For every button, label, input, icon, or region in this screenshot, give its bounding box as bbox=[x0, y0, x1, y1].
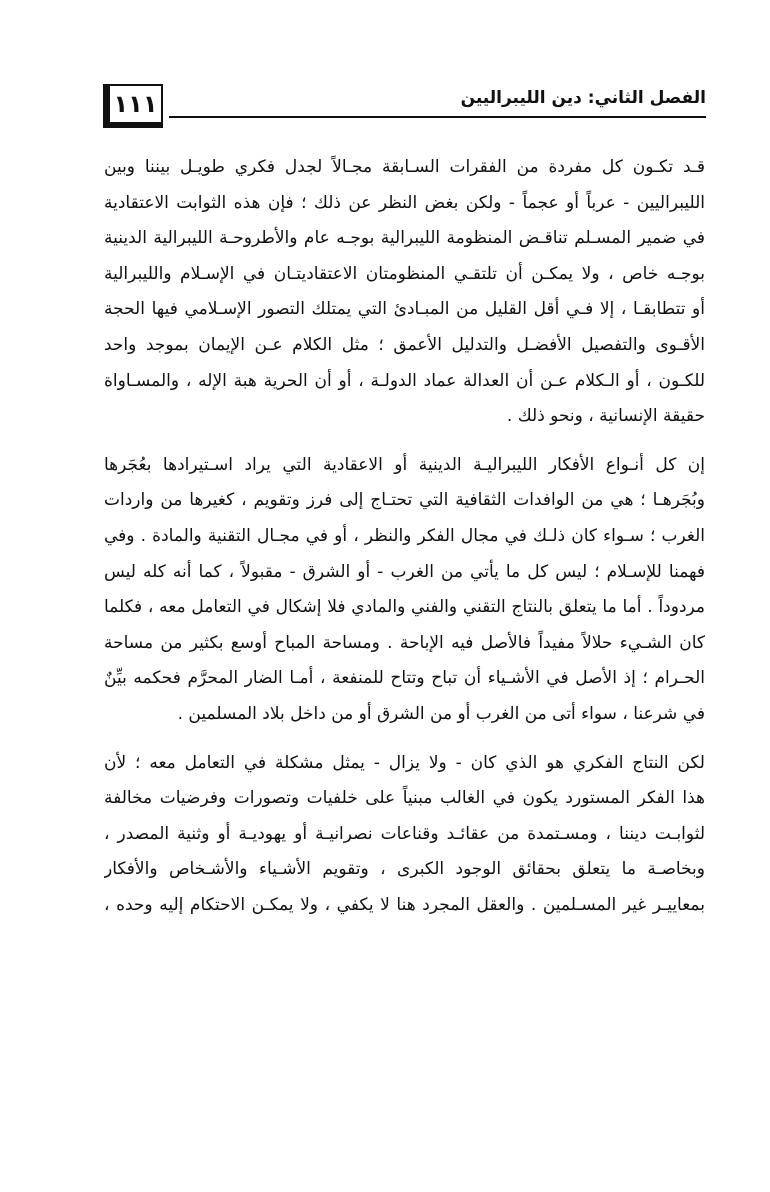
paragraph-2 bbox=[104, 448, 705, 733]
text-line: وبخاصـة ما يتعلق بحقائق الوجود الكبرى ، وتقويم الأشـياء والأشـخاص والأفكار bbox=[104, 859, 705, 880]
text-line: حقيقة الإنسانية ، ونحو ذلك . bbox=[506, 406, 705, 427]
paragraph-3 bbox=[104, 746, 705, 924]
text-line: الحـرام ؛ إذ الأصل في الأشـياء أن تباح وتتاح للمنفعة ، أمـا الضار المحرَّم فحكمه بيِّنٌ bbox=[104, 668, 705, 689]
text-line: وبُجَرهـا ؛ هي من الوافدات الثقافية التي تحتـاج إلى فرز وتقويم ، كغيرها من واردات bbox=[104, 490, 705, 511]
text-line: الليبراليين - عرباً أو عجماً - ولكن بغض النظر عن ذلك ؛ فإن هذه الثوابت الاعتقادية bbox=[104, 192, 705, 213]
text-line: الغرب ؛ سـواء كان ذلـك في مجال الفكر والنظر ، أو في مجـال التقنية والمادة . وفي bbox=[104, 525, 705, 546]
text-line: كان الشـيء حلالاً مفيداً فالأصل فيه الإباحة . ومساحة المباح أوسع بكثير من مساحة bbox=[104, 632, 705, 653]
text-line: بمعاييـر غير المسـلمين . والعقل المجرد هنا لا يكفي ، ولا يمكـن الاحتكام إليه وحده ، bbox=[104, 894, 705, 915]
paragraph-1 bbox=[104, 150, 705, 435]
header-rule bbox=[169, 116, 706, 118]
text-line: مردوداً . أما ما يتعلق بالنتاج التقني والفني والمادي فلا إشكال في التعامل معه ، فكلما bbox=[104, 597, 705, 618]
body-text bbox=[104, 150, 705, 923]
text-line: في ضمير المسـلم تناقـض المنظومة الليبرالية بوجـه عام والأطروحـة الليبرالية الدينية bbox=[104, 228, 705, 249]
text-line: أو تتطابقـا ، إلا فـي أقل القليل من المبـادئ التي يمتلك التصور الإسـلامي فيها الحجة bbox=[104, 299, 705, 320]
text-line: الأقـوى والتفصيل الأفضـل والتدليل الأعمق ؛ مثل الكلام عـن الإيمان بموجد واحد bbox=[104, 334, 705, 355]
text-line: بوجـه خاص ، ولا يمكـن أن تلتقـي المنظومتان الاعتقاديتـان في الإسـلام والليبرالية bbox=[104, 263, 705, 284]
text-line: هذا الفكر المستورد يكون في الغالب مبنياً على خلفيات وتصورات وفرضيات مخالفة bbox=[104, 788, 705, 809]
text-line: فهمنا للإسـلام ؛ ليس كل ما يأتي من الغرب - أو الشرق - مقبولاً ، كما أنه كله ليس bbox=[104, 561, 705, 582]
text-line: للكـون ، أو الـكلام عـن أن العدالة عماد الدولـة ، أو أن الحرية هبة الإله ، والمسـاواة bbox=[104, 370, 705, 391]
text-line: لكن النتاج الفكري هو الذي كان - ولا يزال - يمثل مشكلة في التعامل معه ؛ لأن bbox=[104, 752, 705, 773]
page-number-box bbox=[103, 84, 163, 128]
text-line: قـد تكـون كل مفردة من الفقرات السـابقة مجـالاً لجدل فكري طويـل بيننا وبين bbox=[104, 157, 705, 177]
page-number: ١١١ bbox=[113, 90, 158, 118]
chapter-title: الفصل الثاني: دين الليبراليين bbox=[460, 88, 706, 108]
page-header bbox=[103, 84, 706, 134]
text-line: في شرعنا ، سواء أتى من الغرب أو من الشرق أو من داخل بلاد المسلمين . bbox=[177, 703, 705, 724]
text-line: إن كل أنـواع الأفكار الليبراليـة الدينية أو الاعقادية التي يراد اسـتيرادها بعُجَرها bbox=[104, 454, 705, 475]
text-line: لثوابـت ديننا ، ومسـتمدة من عقائـد وقناعات نصرانيـة أو يهوديـة أو وثنية المصدر ، bbox=[104, 823, 705, 844]
